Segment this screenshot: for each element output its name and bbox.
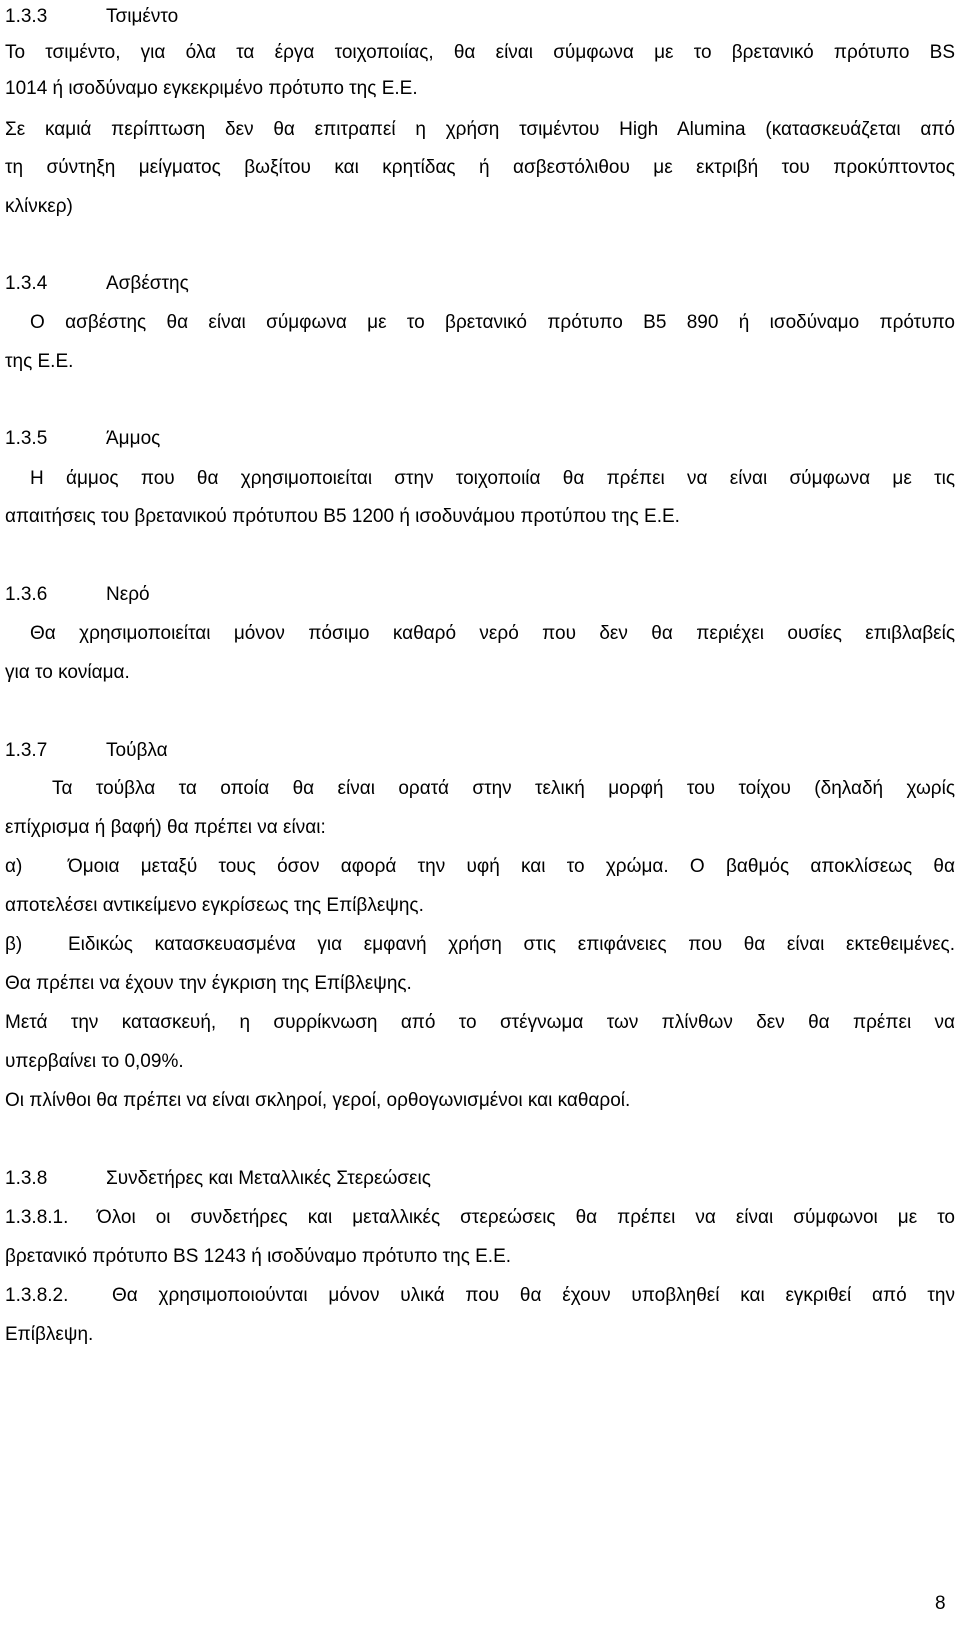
paragraph-line: Σε καμιά περίπτωση δεν θα επιτραπεί η χρήση τσιμέντου High Alumina (κατασκευάζεται από xyxy=(5,119,955,140)
section-number: 1.3.6 xyxy=(5,584,48,605)
list-marker: β) xyxy=(5,934,23,955)
paragraph-line: Το τσιμέντο, για όλα τα έργα τοιχοποιίας, θα είναι σύμφωνα με το βρετανικό πρότυπο BS xyxy=(5,42,955,63)
section-title: Τούβλα xyxy=(106,740,168,761)
list-item-text: Ειδικώς κατασκευασμένα για εμφανή χρήση στις επιφάνειες που θα είναι εκτεθειμένες. xyxy=(68,934,955,955)
section-number: 1.3.3 xyxy=(5,6,48,27)
paragraph-line: για το κονίαμα. xyxy=(5,662,130,683)
paragraph-line: Όλοι οι συνδετήρες και μεταλλικές στερεώσεις θα πρέπει να είναι σύμφωνοι με το xyxy=(97,1207,955,1228)
paragraph-line: Επίβλεψη. xyxy=(5,1324,94,1345)
paragraph-line: Οι πλίνθοι θα πρέπει να είναι σκληροί, γεροί, ορθογωνισμένοι και καθαροί. xyxy=(5,1090,631,1111)
paragraph-line: υπερβαίνει το 0,09%. xyxy=(5,1051,184,1072)
section-title: Τσιμέντο xyxy=(106,6,179,27)
section-number: 1.3.8 xyxy=(5,1168,48,1189)
section-title: Νερό xyxy=(106,584,150,605)
paragraph-line: Μετά την κατασκευή, η συρρίκνωση από το στέγνωμα των πλίνθων δεν θα πρέπει να xyxy=(5,1012,955,1033)
list-marker: α) xyxy=(5,856,23,877)
section-number: 1.3.4 xyxy=(5,273,48,294)
paragraph-line: κλίνκερ) xyxy=(5,196,73,217)
section-title: Άμμος xyxy=(106,428,161,449)
paragraph-line: Ο ασβέστης θα είναι σύμφωνα με το βρετανικό πρότυπο B5 890 ή ισοδύναμο πρότυπο xyxy=(30,312,955,333)
list-item-text: Όμοια μεταξύ τους όσον αφορά την υφή και το χρώμα. Ο βαθμός αποκλίσεως θα xyxy=(68,856,955,877)
subsection-number: 1.3.8.1. xyxy=(5,1207,69,1228)
paragraph-line: επίχρισμα ή βαφή) θα πρέπει να είναι: xyxy=(5,817,326,838)
paragraph-line: Θα χρησιμοποιείται μόνον πόσιμο καθαρό νερό που δεν θα περιέχει ουσίες επιβλαβείς xyxy=(30,623,955,644)
section-title: Ασβέστης xyxy=(106,273,189,294)
paragraph-line: της Ε.Ε. xyxy=(5,351,74,372)
paragraph-line: Θα χρησιμοποιούνται μόνον υλικά που θα έχουν υποβληθεί και εγκριθεί από την xyxy=(112,1285,955,1306)
paragraph-line: 1014 ή ισοδύναμο εγκεκριμένο πρότυπο της Ε.Ε. xyxy=(5,78,418,99)
page-number: 8 xyxy=(935,1593,946,1614)
paragraph-line: απαιτήσεις του βρετανικού πρότυπου B5 1200 ή ισοδυνάμου προτύπου της Ε.Ε. xyxy=(5,506,680,527)
section-title: Συνδετήρες και Μεταλλικές Στερεώσεις xyxy=(106,1168,431,1189)
paragraph-line: Θα πρέπει να έχουν την έγκριση της Επίβλεψης. xyxy=(5,973,412,994)
paragraph-line: Η άμμος που θα χρησιμοποιείται στην τοιχοποιία θα πρέπει να είναι σύμφωνα με τις xyxy=(30,468,955,489)
paragraph-line: βρετανικό πρότυπο BS 1243 ή ισοδύναμο πρότυπο της Ε.Ε. xyxy=(5,1246,512,1267)
subsection-number: 1.3.8.2. xyxy=(5,1285,69,1306)
section-number: 1.3.5 xyxy=(5,428,48,449)
section-number: 1.3.7 xyxy=(5,740,48,761)
paragraph-line: αποτελέσει αντικείμενο εγκρίσεως της Επίβλεψης. xyxy=(5,895,424,916)
paragraph-line: τη σύντηξη μείγματος βωξίτου και κρητίδας ή ασβεστόλιθου με εκτριβή του προκύπτοντος xyxy=(5,157,955,178)
paragraph-line: Τα τούβλα τα οποία θα είναι ορατά στην τελική μορφή του τοίχου (δηλαδή χωρίς xyxy=(52,778,955,799)
